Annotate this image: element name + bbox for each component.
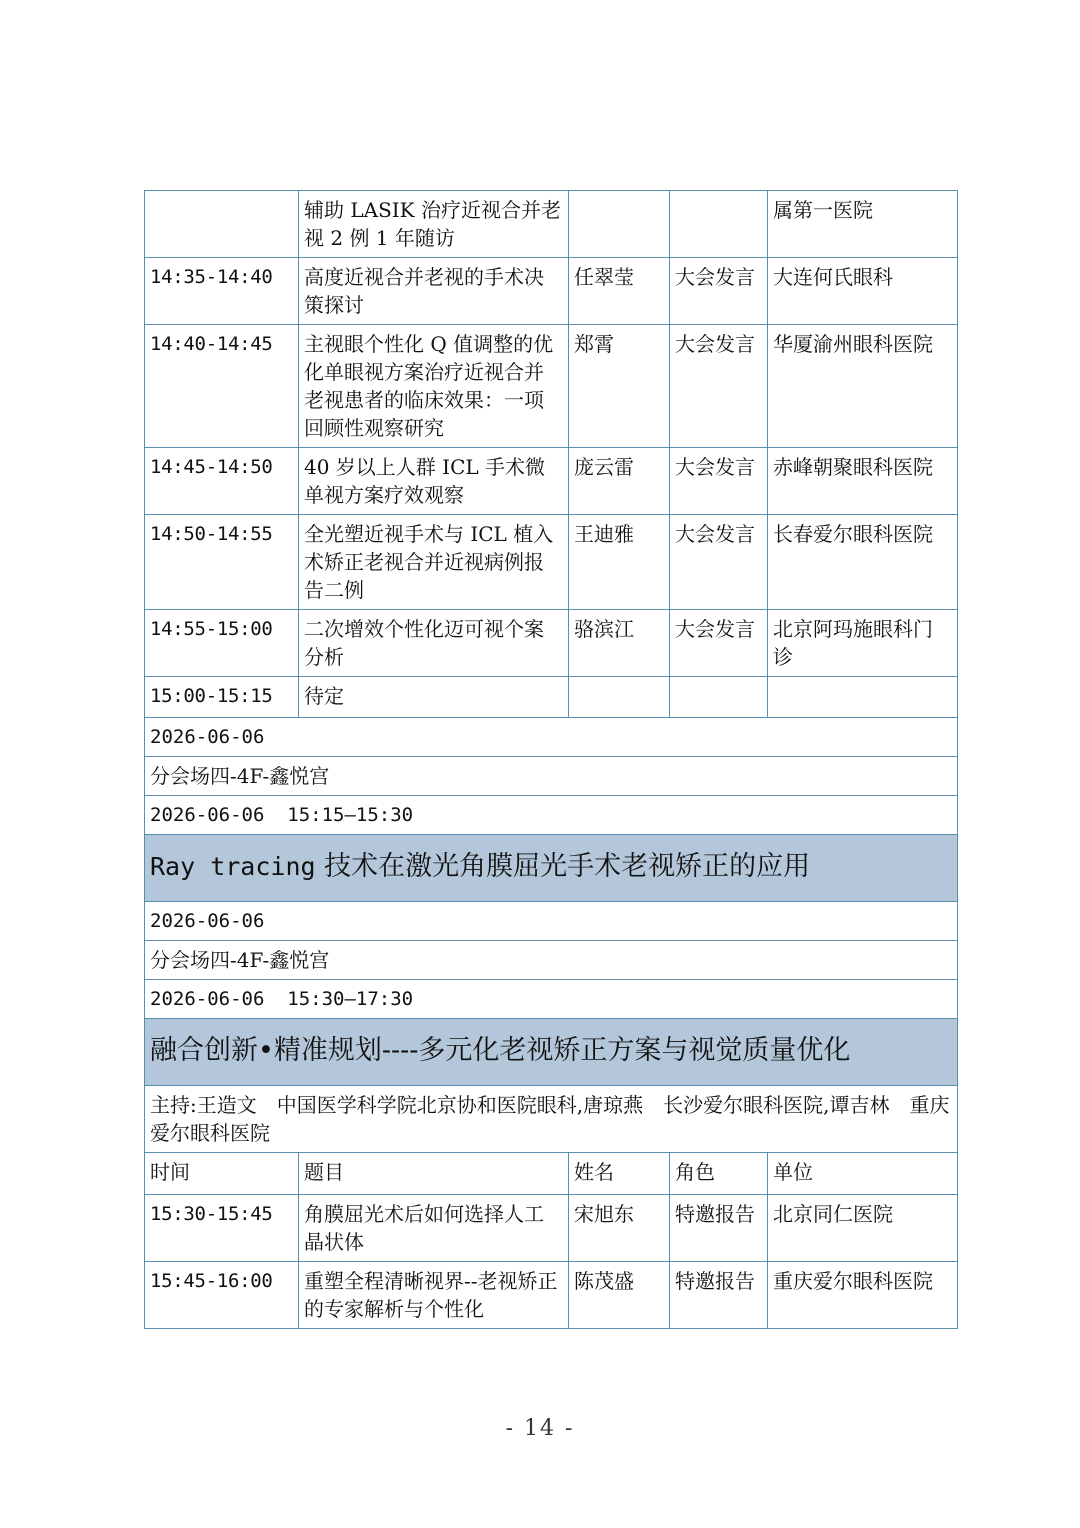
- session-title: [145, 835, 958, 902]
- table-row: [145, 448, 958, 515]
- header-topic: 题目: [299, 1153, 569, 1195]
- role-cell: 大会发言: [670, 325, 768, 448]
- unit-cell: 赤峰朝聚眼科医院: [768, 448, 958, 515]
- topic-cell: 二次增效个性化迈可视个案分析: [299, 610, 569, 677]
- session-title: 融合创新•精准规划----多元化老视矫正方案与视觉质量优化: [145, 1019, 958, 1086]
- session-date-row: [145, 718, 958, 757]
- session-title-row: [145, 1019, 958, 1086]
- topic-cell: 角膜屈光术后如何选择人工晶状体: [299, 1195, 569, 1262]
- name-cell: [569, 191, 670, 258]
- session-title-row: [145, 835, 958, 902]
- name-cell: 宋旭东: [569, 1195, 670, 1262]
- header-row: [145, 1153, 958, 1195]
- session-venue: 分会场四-4F-鑫悦宫: [145, 941, 958, 980]
- unit-cell: 北京阿玛施眼科门诊: [768, 610, 958, 677]
- session-datetime-row: [145, 796, 958, 835]
- topic-cell: 主视眼个性化 Q 值调整的优化单眼视方案治疗近视合并老视患者的临床效果：一项回顾性观察研究: [299, 325, 569, 448]
- name-cell: 骆滨江: [569, 610, 670, 677]
- name-cell: [569, 677, 670, 718]
- schedule-table: [144, 190, 958, 1329]
- session-datetime: 2026-06-06 15:15—15:30: [145, 796, 958, 835]
- time-cell: 14:40-14:45: [145, 325, 299, 448]
- name-cell: 庞云雷: [569, 448, 670, 515]
- header-name: 姓名: [569, 1153, 670, 1195]
- session-date: 2026-06-06: [145, 902, 958, 941]
- topic-cell: 40 岁以上人群 ICL 手术微单视方案疗效观察: [299, 448, 569, 515]
- unit-cell: 长春爱尔眼科医院: [768, 515, 958, 610]
- time-cell: 15:45-16:00: [145, 1262, 299, 1329]
- table-row: [145, 1262, 958, 1329]
- topic-cell: 待定: [299, 677, 569, 718]
- time-cell: 15:30-15:45: [145, 1195, 299, 1262]
- topic-cell: 辅助 LASIK 治疗近视合并老视 2 例 1 年随访: [299, 191, 569, 258]
- role-cell: 特邀报告: [670, 1195, 768, 1262]
- table-row: [145, 325, 958, 448]
- session-date-row: [145, 902, 958, 941]
- time-cell: 14:50-14:55: [145, 515, 299, 610]
- unit-cell: 华厦渝州眼科医院: [768, 325, 958, 448]
- header-time: 时间: [145, 1153, 299, 1195]
- role-cell: 特邀报告: [670, 1262, 768, 1329]
- header-unit: 单位: [768, 1153, 958, 1195]
- role-cell: 大会发言: [670, 258, 768, 325]
- session-datetime-row: [145, 980, 958, 1019]
- page-number: - 14 -: [505, 1416, 575, 1441]
- unit-cell: 属第一医院: [768, 191, 958, 258]
- name-cell: 陈茂盛: [569, 1262, 670, 1329]
- unit-cell: [768, 677, 958, 718]
- name-cell: 任翠莹: [569, 258, 670, 325]
- session-date: 2026-06-06: [145, 718, 958, 757]
- role-cell: 大会发言: [670, 515, 768, 610]
- topic-cell: 高度近视合并老视的手术决策探讨: [299, 258, 569, 325]
- unit-cell: 北京同仁医院: [768, 1195, 958, 1262]
- session-venue-row: [145, 941, 958, 980]
- time-cell: 14:45-14:50: [145, 448, 299, 515]
- time-cell: [145, 191, 299, 258]
- table-row: [145, 610, 958, 677]
- table-row: [145, 258, 958, 325]
- role-cell: 大会发言: [670, 448, 768, 515]
- session-hosts: 主持:王造文 中国医学科学院北京协和医院眼科,唐琼燕 长沙爱尔眼科医院,谭吉林 重庆爱尔眼科医院: [145, 1086, 958, 1153]
- time-cell: 14:35-14:40: [145, 258, 299, 325]
- session-title-latin: Ray tracing: [150, 852, 316, 881]
- time-cell: 15:00-15:15: [145, 677, 299, 718]
- table-row: [145, 515, 958, 610]
- session-title-rest: 技术在激光角膜屈光手术老视矫正的应用: [315, 851, 811, 882]
- topic-cell: 全光塑近视手术与 ICL 植入术矫正老视合并近视病例报告二例: [299, 515, 569, 610]
- table-row: [145, 677, 958, 718]
- time-cell: 14:55-15:00: [145, 610, 299, 677]
- role-cell: [670, 677, 768, 718]
- session-venue-row: [145, 757, 958, 796]
- name-cell: 郑霄: [569, 325, 670, 448]
- table-row: [145, 1195, 958, 1262]
- unit-cell: 重庆爱尔眼科医院: [768, 1262, 958, 1329]
- header-role: 角色: [670, 1153, 768, 1195]
- role-cell: 大会发言: [670, 610, 768, 677]
- topic-cell: 重塑全程清晰视界--老视矫正的专家解析与个性化: [299, 1262, 569, 1329]
- table-row: [145, 191, 958, 258]
- session-datetime: 2026-06-06 15:30—17:30: [145, 980, 958, 1019]
- role-cell: [670, 191, 768, 258]
- session-venue: 分会场四-4F-鑫悦宫: [145, 757, 958, 796]
- name-cell: 王迪雅: [569, 515, 670, 610]
- unit-cell: 大连何氏眼科: [768, 258, 958, 325]
- session-hosts-row: [145, 1086, 958, 1153]
